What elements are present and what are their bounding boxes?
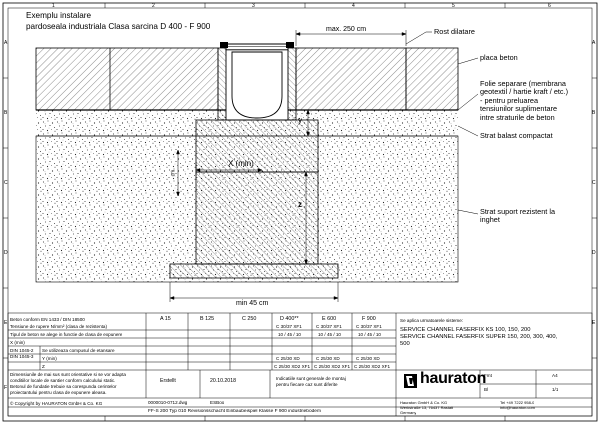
y-label: Y (min) — [42, 356, 57, 361]
row2-f: C 30/37 XF1 — [356, 324, 382, 329]
address-1: Hauraton GmbH & Co. KG — [400, 400, 448, 405]
info-line-2: SERVICE CHANNEL FASERFIX SUPER 150, 200, 300, 400, — [400, 334, 558, 341]
grid-col-5: 5 — [452, 3, 455, 9]
contact-2: info@hauraton.com — [500, 405, 535, 410]
note-line-3: Betonul de fundatie trebuie sa corespunda cerintelor — [10, 384, 117, 389]
grid-col-6: 6 — [548, 3, 551, 9]
brand-name: hauraton — [420, 370, 487, 387]
concrete-slab-right — [296, 48, 406, 110]
table-row2-label: Tensiune de rupere N/mm² (clasa de rezistenta) — [10, 324, 108, 329]
grid-col-3: 3 — [252, 3, 255, 9]
y-val-e: C 25/30 XD — [316, 356, 340, 361]
title-line-2: pardoseala industriala Clasa sarcina D 400 - F 900 — [26, 22, 211, 31]
dim-max-width-label: max. 250 cm — [326, 26, 367, 33]
label-rost-dilatare: Rost dilatare — [434, 27, 475, 36]
hauraton-logo-mark — [404, 374, 417, 388]
z-val-f: C 25/30 XD2 XF1 — [354, 364, 391, 369]
label-strat-balast: Strat balast compactat — [480, 131, 553, 140]
dim-min-width — [170, 282, 338, 302]
shaft-lower — [196, 172, 318, 264]
row2-d: C 30/37 XF1 — [276, 324, 302, 329]
class-a15: A 15 — [160, 316, 171, 322]
grate — [226, 44, 288, 50]
concrete-slab-left — [36, 48, 218, 110]
class-e600: E 600 — [322, 316, 337, 322]
dim-z-label: z — [298, 200, 302, 209]
info-line-1: SERVICE CHANNEL FASERFIX KS 100, 150, 200 — [400, 327, 531, 333]
address-3: Germany — [400, 410, 417, 415]
grid-row-a: A — [4, 40, 8, 46]
y-val-d: C 25/30 XD — [276, 356, 300, 361]
class-c250: C 250 — [242, 316, 257, 322]
grid-row-e: E — [4, 320, 8, 326]
x-val-f: 10 / 45 / 10 — [358, 332, 381, 337]
address-2: Werkstraße 13, 76437 Rastatt — [400, 405, 454, 410]
note-line-1: Dimensiunile de mai sus sunt orientative si se vor adapta — [10, 372, 126, 377]
info-systems — [400, 327, 557, 349]
note-line-2: conditiilor locale de santier conform calculului static. — [10, 378, 116, 383]
info-line-3: 500 — [400, 341, 410, 348]
class-b125: B 125 — [200, 316, 215, 322]
grid-row-e-right: E — [592, 320, 596, 326]
created-label: Erstellt — [160, 378, 176, 384]
frame-left — [220, 42, 228, 48]
concrete-slab-edge — [406, 48, 458, 110]
grid-col-2: 2 — [152, 3, 155, 9]
row2-e: C 30/37 XF1 — [316, 324, 342, 329]
grid-row-c: C — [4, 180, 8, 186]
label-placa-beton: placa beton — [480, 53, 518, 62]
drawn-by: ESBoo — [210, 400, 225, 405]
note-label: Se utilizeaza compusul de etansare — [42, 348, 115, 353]
format-value: A4 — [552, 373, 558, 378]
frame-right — [286, 42, 294, 48]
x-label: X (min) — [10, 340, 25, 345]
z-label: Z — [42, 364, 45, 369]
grid-col-1: 1 — [52, 3, 55, 9]
sheet-label: Bl — [484, 387, 489, 392]
x-val-d: 10 / 45 / 10 — [278, 332, 301, 337]
grid-row-b-right: B — [592, 110, 596, 116]
format-label: Fmt — [484, 373, 492, 378]
copyright: © Copyright by HAURATON GmbH & Co. KG — [10, 401, 103, 406]
z-val-d: C 25/30 XD2 XF1 — [274, 364, 311, 369]
dim-side-label: cm — [170, 169, 177, 177]
grid-row-a-right: A — [592, 40, 596, 46]
dim-min-width-label: min 45 cm — [236, 300, 269, 307]
shaft-upper — [196, 120, 318, 172]
base-slab — [170, 264, 338, 278]
y-val-f: C 25/30 XD — [356, 356, 380, 361]
class-d400: D 400** — [280, 316, 299, 322]
created-date: 20.10.2018 — [210, 378, 236, 384]
small-label-1: DIN 1045-2 — [10, 348, 34, 353]
sheet-value: 1/1 — [552, 387, 559, 392]
grid-row-f: F — [4, 385, 8, 391]
footer-note-1: Indicatiile sunt generale de montaj — [276, 376, 346, 381]
contact-1: Tel +49 7222 958-0 — [500, 400, 535, 405]
drawing-description: FF-S 200 Typ 010 Revisionsschacht Einbaubeispiel Klasse F 900 industriebodem — [148, 409, 321, 414]
drawing-number: 0000010-0712.dwg — [148, 400, 188, 405]
class-f900: F 900 — [362, 316, 376, 322]
table-row3-label: Tipul de beton se alege in functie de clasa de expunere — [10, 332, 123, 337]
dim-x-min-label: X (min) — [228, 159, 254, 168]
label-folie-separare: Folie separare (membrana geotextil / hartie kraft / etc.) - pentru preluarea tensiunilor suplimentare intre straturile de beton — [480, 79, 569, 122]
grid-row-d: D — [4, 250, 8, 256]
info-header: Se aplica urmatoarele sisteme: — [400, 318, 464, 323]
grid-row-d-right: D — [592, 250, 596, 256]
table-row1-label: Beton conform EN 1433 / DIN 18500 — [10, 317, 85, 322]
grid-row-b: B — [4, 110, 8, 116]
grid-col-4: 4 — [352, 3, 355, 9]
dim-y-label: y — [298, 116, 302, 125]
footer-note-2: pentru fiecare caz sunt diferite — [276, 382, 338, 387]
z-val-e: C 25/30 XD2 XF1 — [314, 364, 351, 369]
title-line-1: Exemplu instalare — [26, 11, 92, 20]
small-label-2: DIN 1045-3 — [10, 354, 34, 359]
note-line-4: proiectantului pentru clasa de expunere aleasa. — [10, 390, 107, 395]
x-val-e: 10 / 45 / 10 — [318, 332, 341, 337]
label-strat-suport: Strat suport rezistent la inghet — [480, 207, 556, 225]
grid-row-c-right: C — [592, 180, 596, 186]
